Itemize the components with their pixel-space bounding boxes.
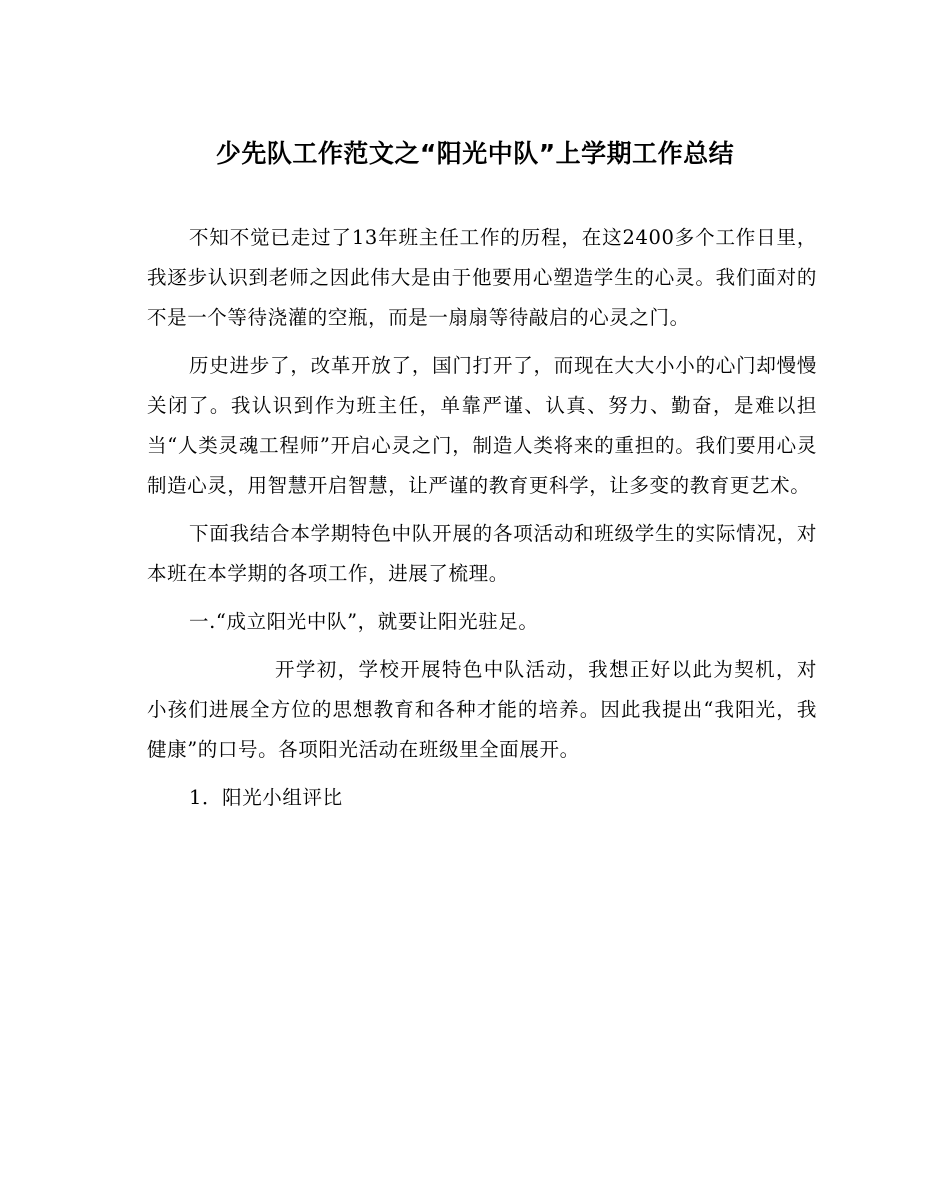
paragraph-semester-start: 开学初，学校开展特色中队活动，我想正好以此为契机，对小孩们进展全方位的思想教育和各种才能的培养。因此我提出“我阳光，我健康”的口号。各项阳光活动在班级里全面展开。 (147, 658, 817, 761)
paragraph-reform: 历史进步了，改革开放了，国门打开了，而现在大大小小的心门却慢慢关闭了。我认识到作为班主任，单靠严谨、认真、努力、勤奋，是难以担当“人类灵魂工程师”开启心灵之门，制造人类将来的重担的。我们要用心灵制造心灵，用智慧开启智慧，让严谨的教育更科学，让多变的教育更艺术。 (147, 354, 817, 497)
document-body (147, 218, 817, 826)
paragraph-summary: 下面我结合本学期特色中队开展的各项活动和班级学生的实际情况，对本班在本学期的各项工作，进展了梳理。 (147, 522, 817, 585)
paragraph-intro: 不知不觉已走过了13年班主任工作的历程，在这2400多个工作日里，我逐步认识到老师之因此伟大是由于他要用心塑造学生的心灵。我们面对的不是一个等待浇灌的空瓶，而是一扇扇等待敲启的心灵之门。 (147, 226, 817, 329)
subsection-heading-1: 1．阳光小组评比 (189, 786, 343, 809)
section-heading-1: 一.“成立阳光中队”，就要让阳光驻足。 (189, 610, 539, 633)
document-title: 少先队工作范文之“阳光中队”上学期工作总结 (215, 139, 735, 168)
